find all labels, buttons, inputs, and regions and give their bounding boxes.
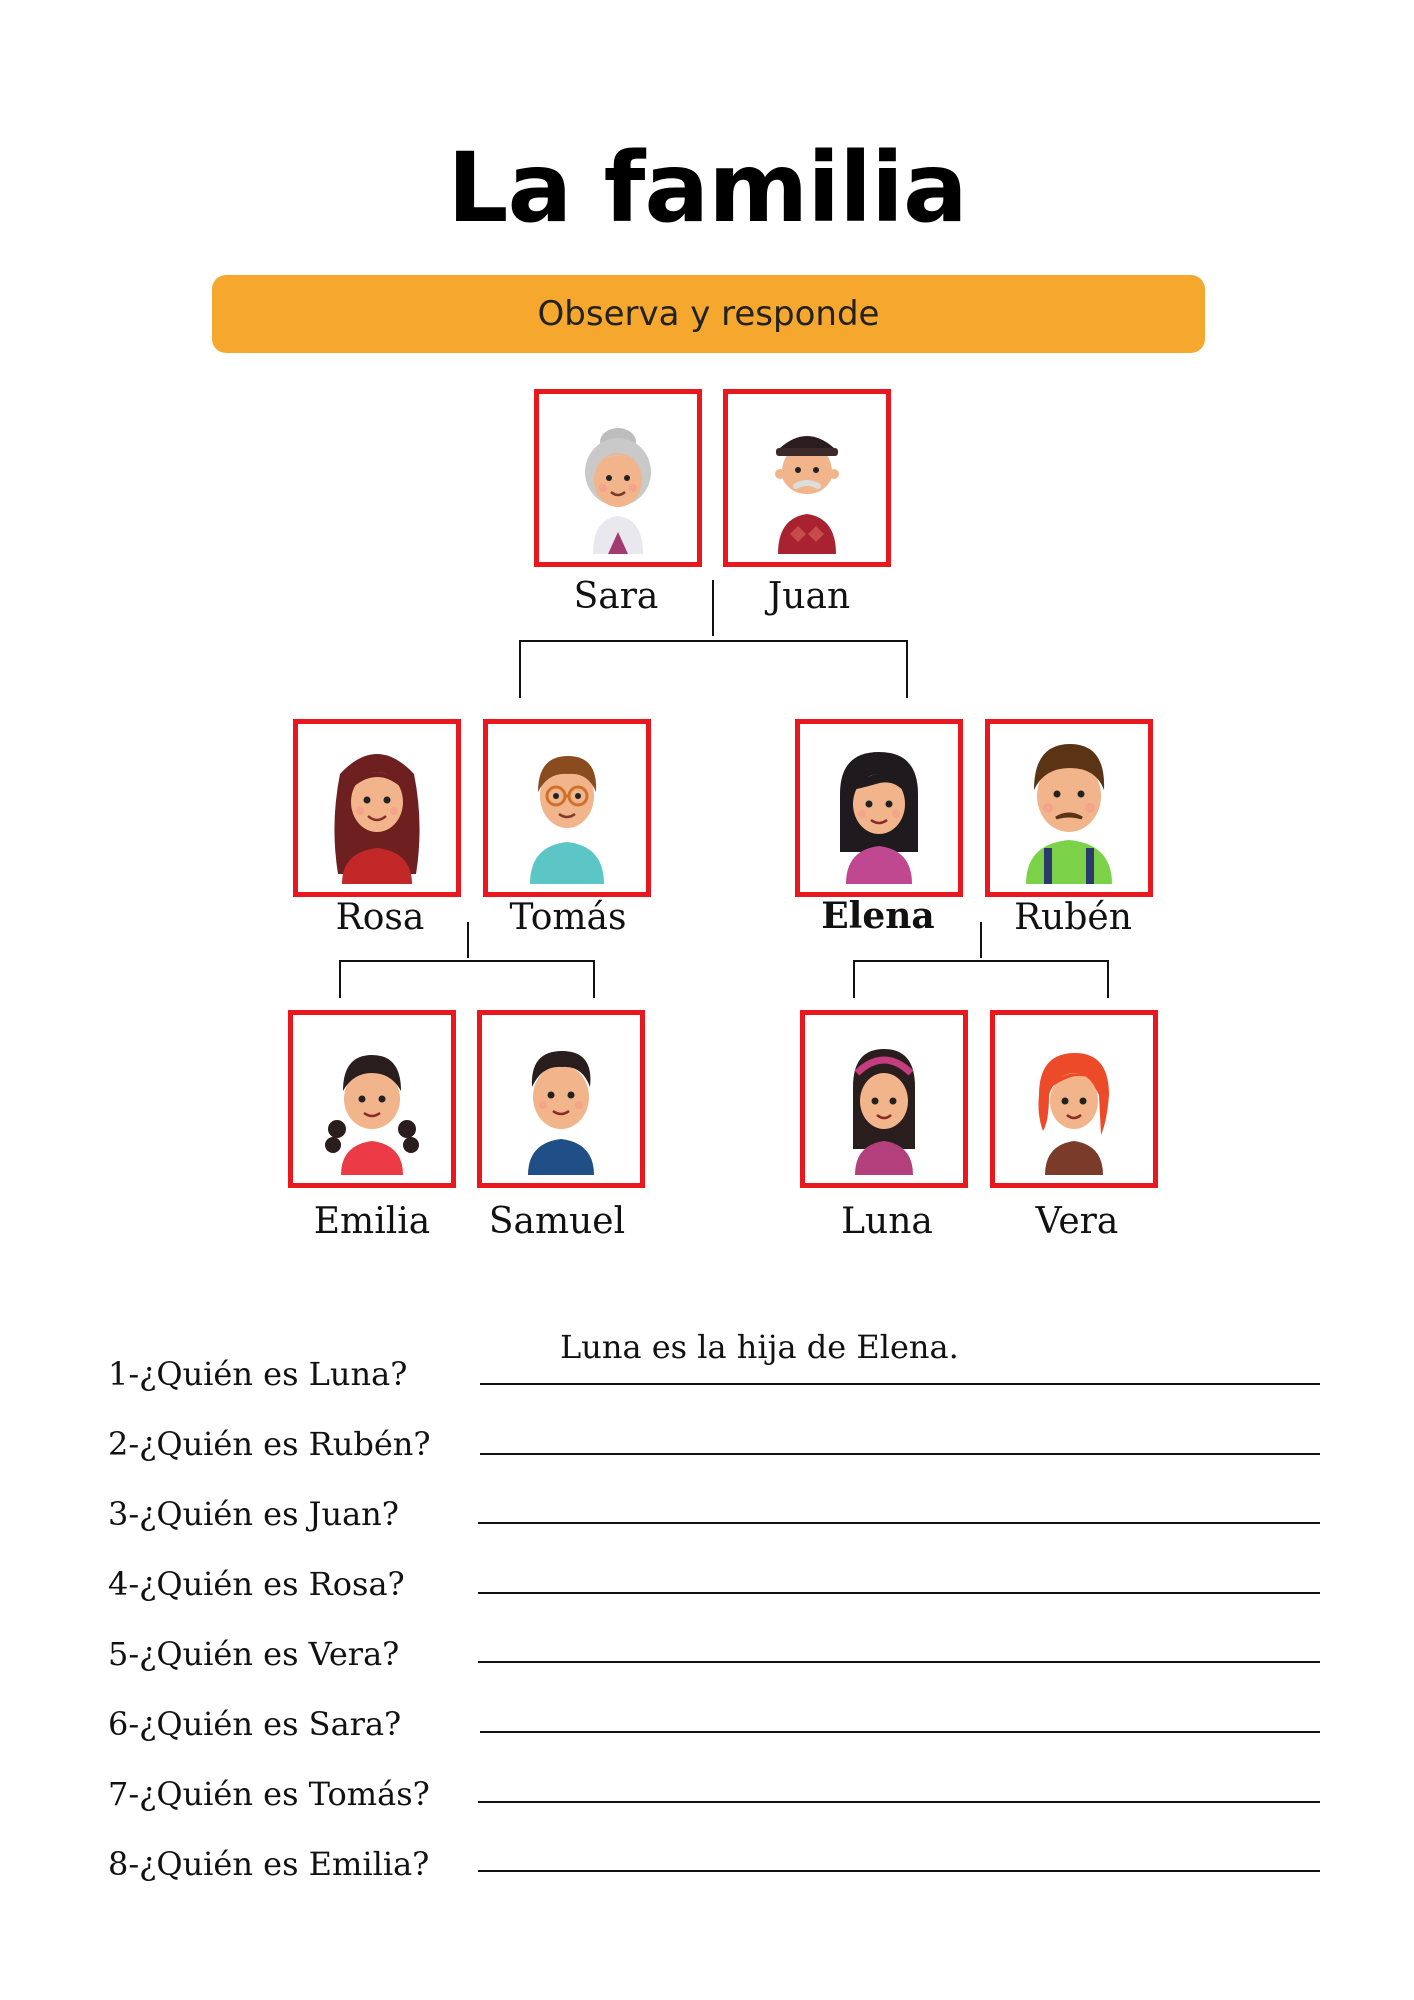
name-rosa: Rosa [335, 897, 425, 938]
portrait-juan [723, 389, 891, 567]
name-luna: Luna [841, 1201, 933, 1242]
tree-line [339, 960, 595, 962]
woman-black-hair-icon [814, 734, 944, 884]
tree-line [1107, 960, 1109, 998]
answer-line-2[interactable] [480, 1453, 1320, 1455]
portrait-vera [990, 1010, 1158, 1188]
portrait-sara [534, 389, 702, 567]
girl-red-hair-icon [1009, 1025, 1139, 1175]
portrait-emilia [288, 1010, 456, 1188]
tree-line [339, 960, 341, 998]
girl-pigtails-icon [307, 1025, 437, 1175]
name-emilia: Emilia [313, 1201, 431, 1242]
man-mustache-icon [1004, 734, 1134, 884]
tree-line [593, 960, 595, 998]
question-5: 5-¿Quién es Vera? [108, 1635, 400, 1673]
question-1: 1-¿Quién es Luna? [108, 1355, 408, 1393]
question-7: 7-¿Quién es Tomás? [108, 1775, 430, 1813]
portrait-ruben [985, 719, 1153, 897]
girl-headband-icon [819, 1025, 949, 1175]
name-tomas: Tomás [509, 897, 627, 938]
portrait-luna [800, 1010, 968, 1188]
name-ruben: Rubén [1014, 897, 1132, 938]
answer-line-4[interactable] [478, 1592, 1320, 1594]
boy-icon [496, 1025, 626, 1175]
portrait-elena [795, 719, 963, 897]
answer-line-5[interactable] [478, 1661, 1320, 1663]
question-6: 6-¿Quién es Sara? [108, 1705, 402, 1743]
woman-curly-hair-icon [312, 734, 442, 884]
name-elena: Elena [821, 895, 935, 937]
answer-line-1[interactable] [480, 1383, 1320, 1385]
tree-line [853, 960, 855, 998]
question-4: 4-¿Quién es Rosa? [108, 1565, 405, 1603]
name-juan: Juan [767, 576, 851, 617]
portrait-rosa [293, 719, 461, 897]
question-8: 8-¿Quién es Emilia? [108, 1845, 430, 1883]
name-samuel: Samuel [488, 1201, 626, 1242]
grandmother-icon [553, 404, 683, 554]
example-answer: Luna es la hija de Elena. [560, 1328, 959, 1366]
name-sara: Sara [573, 576, 659, 617]
question-3: 3-¿Quién es Juan? [108, 1495, 399, 1533]
page-title: La familia [447, 132, 967, 244]
answer-line-7[interactable] [478, 1801, 1320, 1803]
grandfather-icon [742, 404, 872, 554]
tree-line [906, 640, 908, 698]
man-glasses-icon [502, 734, 632, 884]
tree-line [519, 640, 908, 642]
instruction-banner: Observa y responde [212, 275, 1205, 353]
name-vera: Vera [1035, 1201, 1119, 1242]
portrait-tomas [483, 719, 651, 897]
question-2: 2-¿Quién es Rubén? [108, 1425, 431, 1463]
portrait-samuel [477, 1010, 645, 1188]
tree-line [519, 640, 521, 698]
answer-line-6[interactable] [480, 1731, 1320, 1733]
answer-line-3[interactable] [478, 1522, 1320, 1524]
answer-line-8[interactable] [478, 1870, 1320, 1872]
tree-line [853, 960, 1109, 962]
